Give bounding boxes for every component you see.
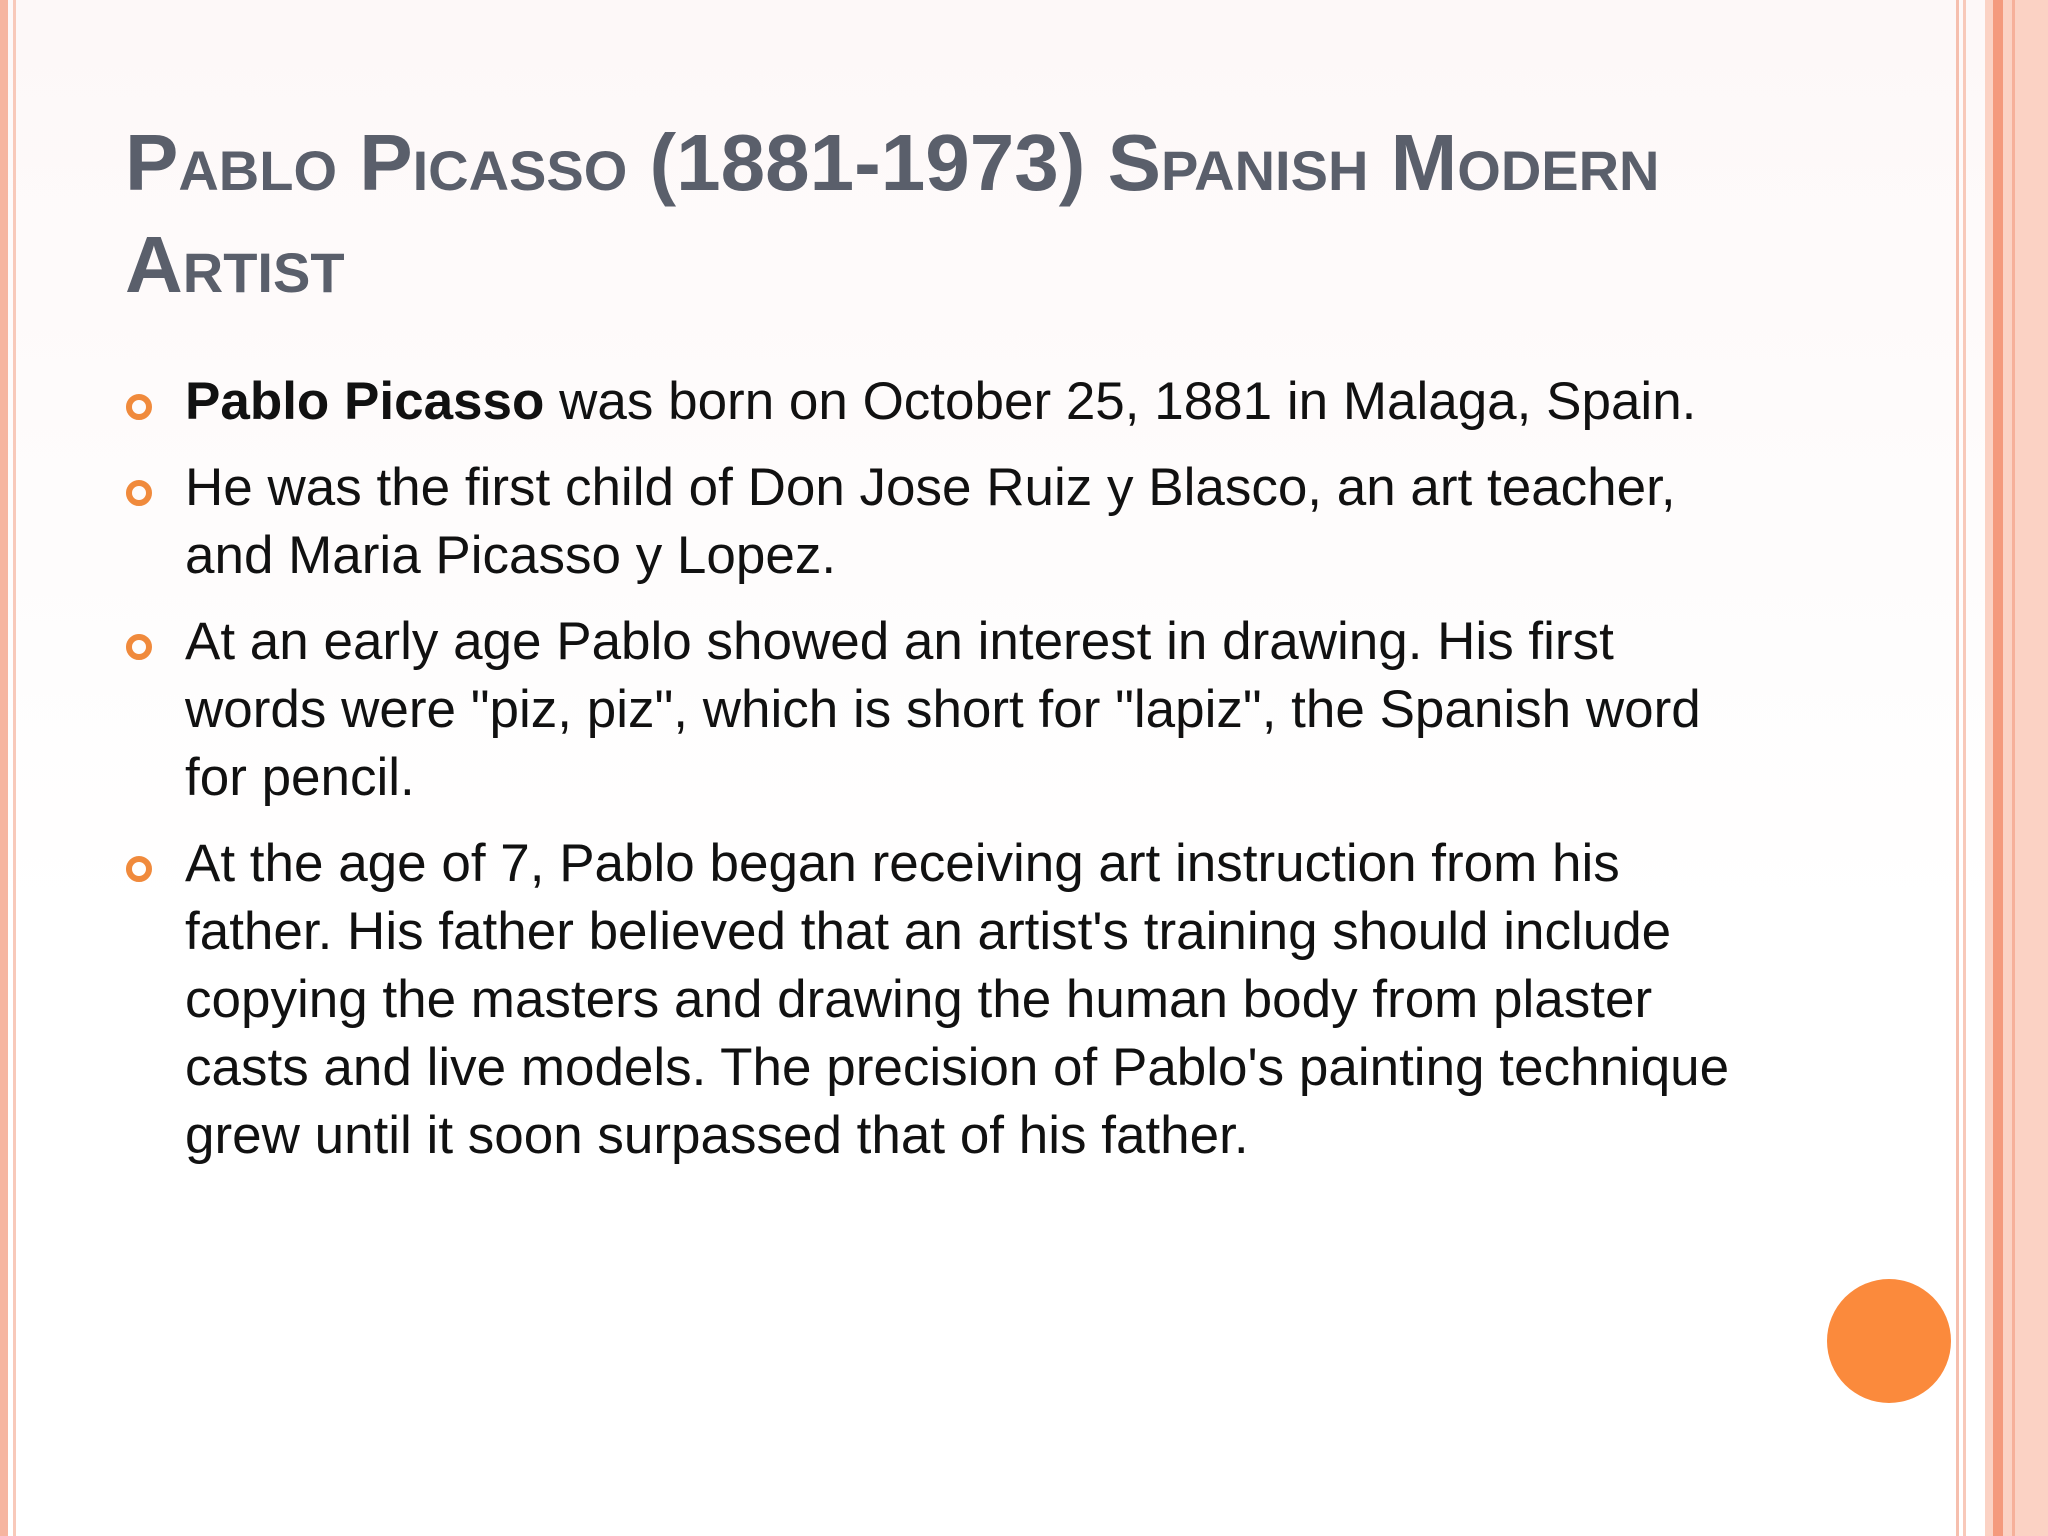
bullet-list	[125, 368, 1765, 1188]
bullet-item	[125, 368, 1765, 436]
bullet-circle-icon	[126, 480, 152, 506]
bullet-circle-icon	[126, 634, 152, 660]
bullet-bold-text: Pablo Picasso	[185, 372, 545, 431]
bullet-item	[125, 608, 1765, 812]
left-border-stripe	[0, 0, 8, 1536]
slide-title: Pablo Picasso (1881-1973) Spanish Modern Artist	[125, 118, 1660, 309]
decorative-orange-circle	[1827, 1279, 1951, 1403]
bullet-item	[125, 830, 1765, 1170]
bullet-text: At an early age Pablo showed an interest in drawing. His first words were "piz, piz", which is short for "lapiz", the Spanish word for pencil.	[185, 612, 1701, 807]
right-border-stripe-thin	[1956, 0, 1959, 1536]
left-border-stripe-thin	[13, 0, 16, 1536]
bullet-text: He was the first child of Don Jose Ruiz y Blasco, an art teacher, and Maria Picasso y Lopez.	[185, 458, 1676, 585]
bullet-circle-icon	[126, 394, 152, 420]
bullet-text: At the age of 7, Pablo began receiving art instruction from his father. His father believed that an artist's training should include copying the masters and drawing the human body from plaster casts and live models. The precision of Pablo's painting technique grew until it soon surpassed that of his father.	[185, 834, 1730, 1165]
right-border-stripe-thin-3	[2012, 0, 2015, 1536]
bullet-circle-icon	[126, 856, 152, 882]
right-border-stripe-thin-2	[1963, 0, 1966, 1536]
right-border-stripe-dark	[1993, 0, 2003, 1536]
bullet-item	[125, 454, 1765, 590]
bullet-text: was born on October 25, 1881 in Malaga, Spain.	[544, 372, 1697, 431]
